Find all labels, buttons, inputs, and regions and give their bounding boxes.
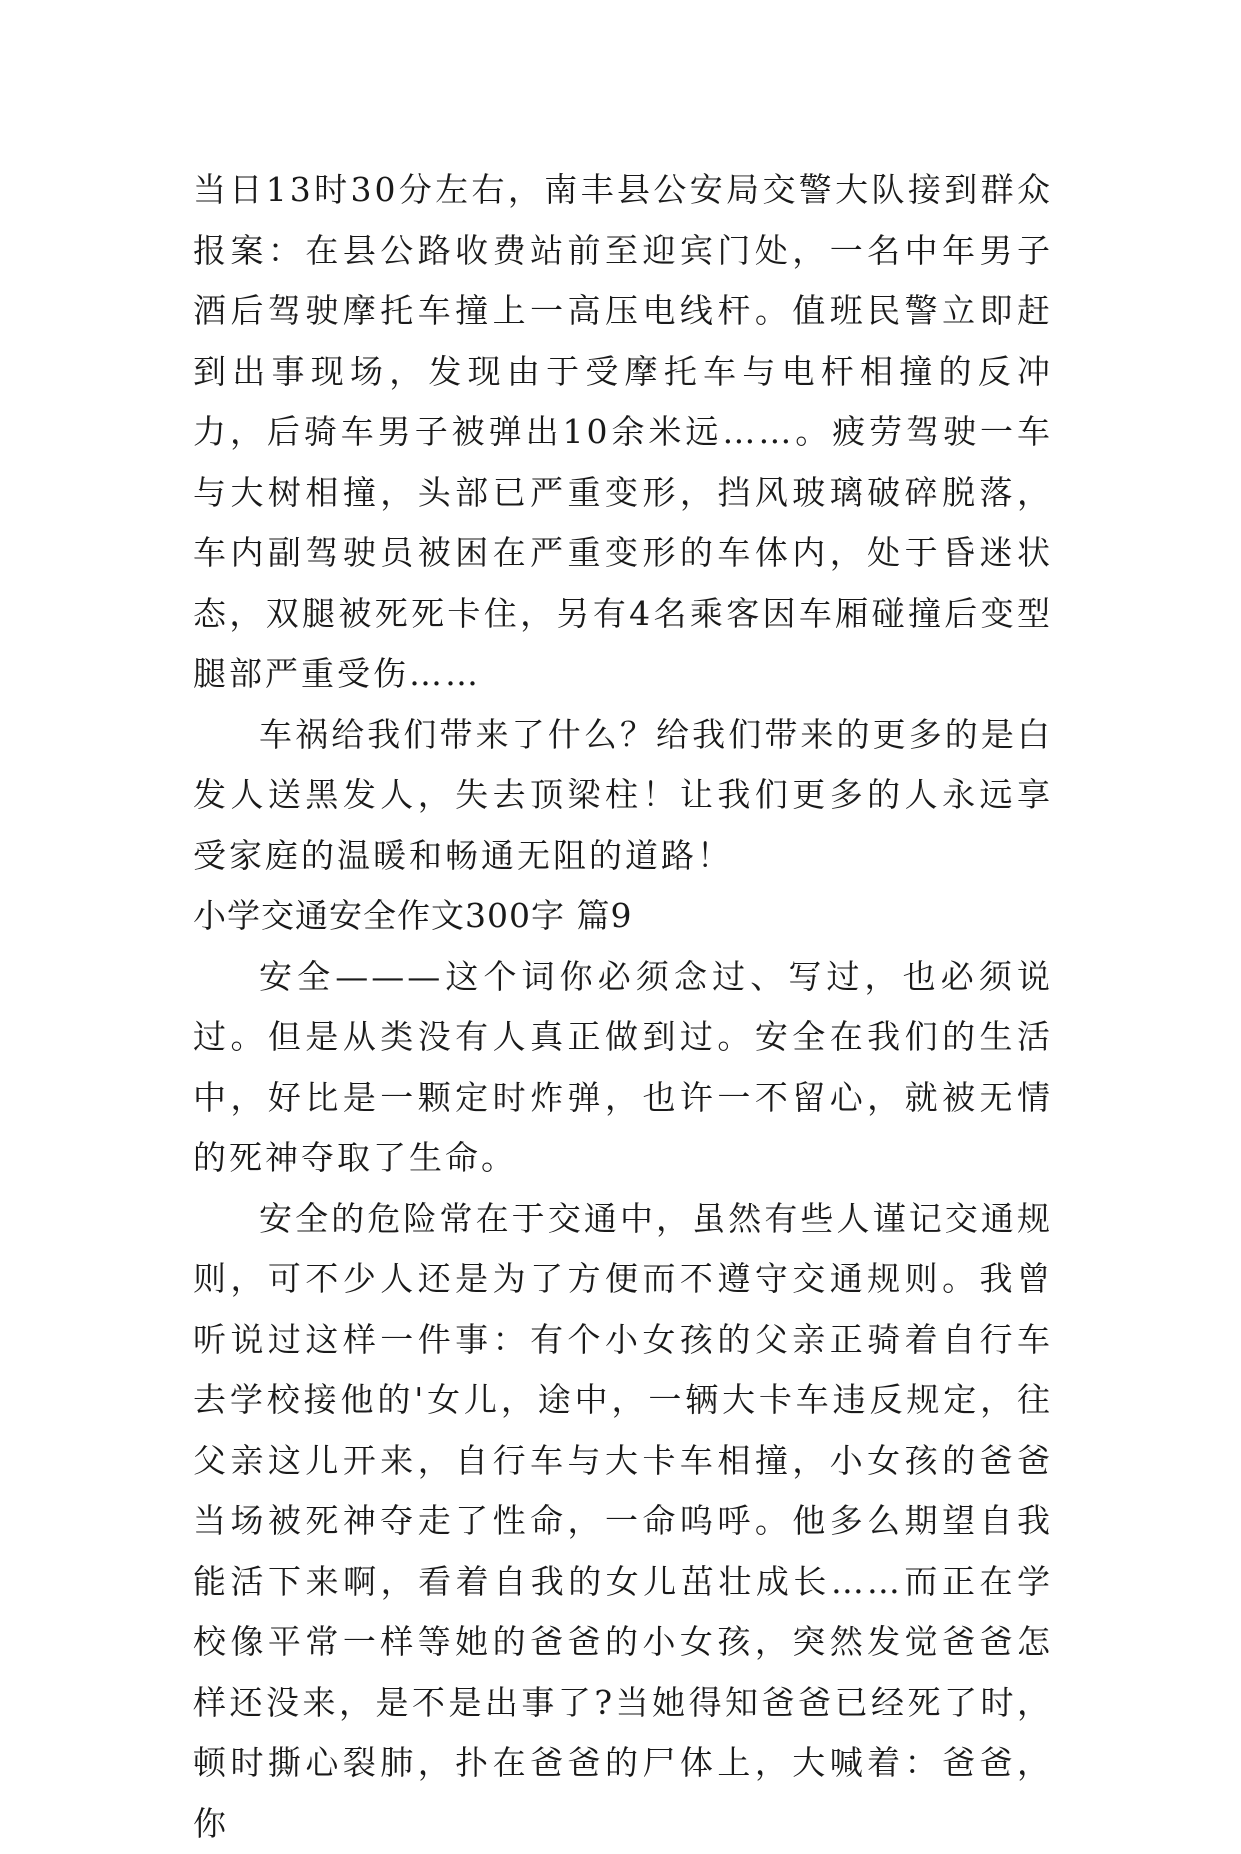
document-body [193, 160, 1053, 1854]
paragraph-safety-story: 安全的危险常在于交通中，虽然有些人谨记交通规则，可不少人还是为了方便而不遵守交通规则。我曾听说过这样一件事：有个小女孩的父亲正骑着自行车去学校接他的'女儿，途中，一辆大卡车违反规定，往父亲这儿开来，自行车与大卡车相撞，小女孩的爸爸当场被死神夺走了性命，一命呜呼。他多么期望自我能活下来啊，看着自我的女儿茁壮成长……而正在学校像平常一样等她的爸爸的小女孩，突然发觉爸爸怎样还没来，是不是出事了?当她得知爸爸已经死了时，顿时撕心裂肺，扑在爸爸的尸体上，大喊着：爸爸，你 [193, 1189, 1053, 1854]
paragraph-accident-report: 当日13时30分左右，南丰县公安局交警大队接到群众报案：在县公路收费站前至迎宾门处，一名中年男子酒后驾驶摩托车撞上一高压电线杆。值班民警立即赶到出事现场，发现由于受摩托车与电杆相撞的反冲力，后骑车男子被弹出10余米远……。疲劳驾驶一车与大树相撞，头部已严重变形，挡风玻璃破碎脱落，车内副驾驶员被困在严重变形的车体内，处于昏迷状态，双腿被死死卡住，另有4名乘客因车厢碰撞后变型腿部严重受伤…… [193, 160, 1053, 705]
paragraph-safety-intro: 安全———这个词你必须念过、写过，也必须说过。但是从类没有人真正做到过。安全在我们的生活中，好比是一颗定时炸弹，也许一不留心，就被无情的死神夺取了生命。 [193, 947, 1053, 1189]
section-heading: 小学交通安全作文300字 篇9 [193, 886, 1053, 947]
paragraph-accident-consequence: 车祸给我们带来了什么？给我们带来的更多的是白发人送黑发人，失去顶梁柱！让我们更多的人永远享受家庭的温暖和畅通无阻的道路！ [193, 705, 1053, 887]
